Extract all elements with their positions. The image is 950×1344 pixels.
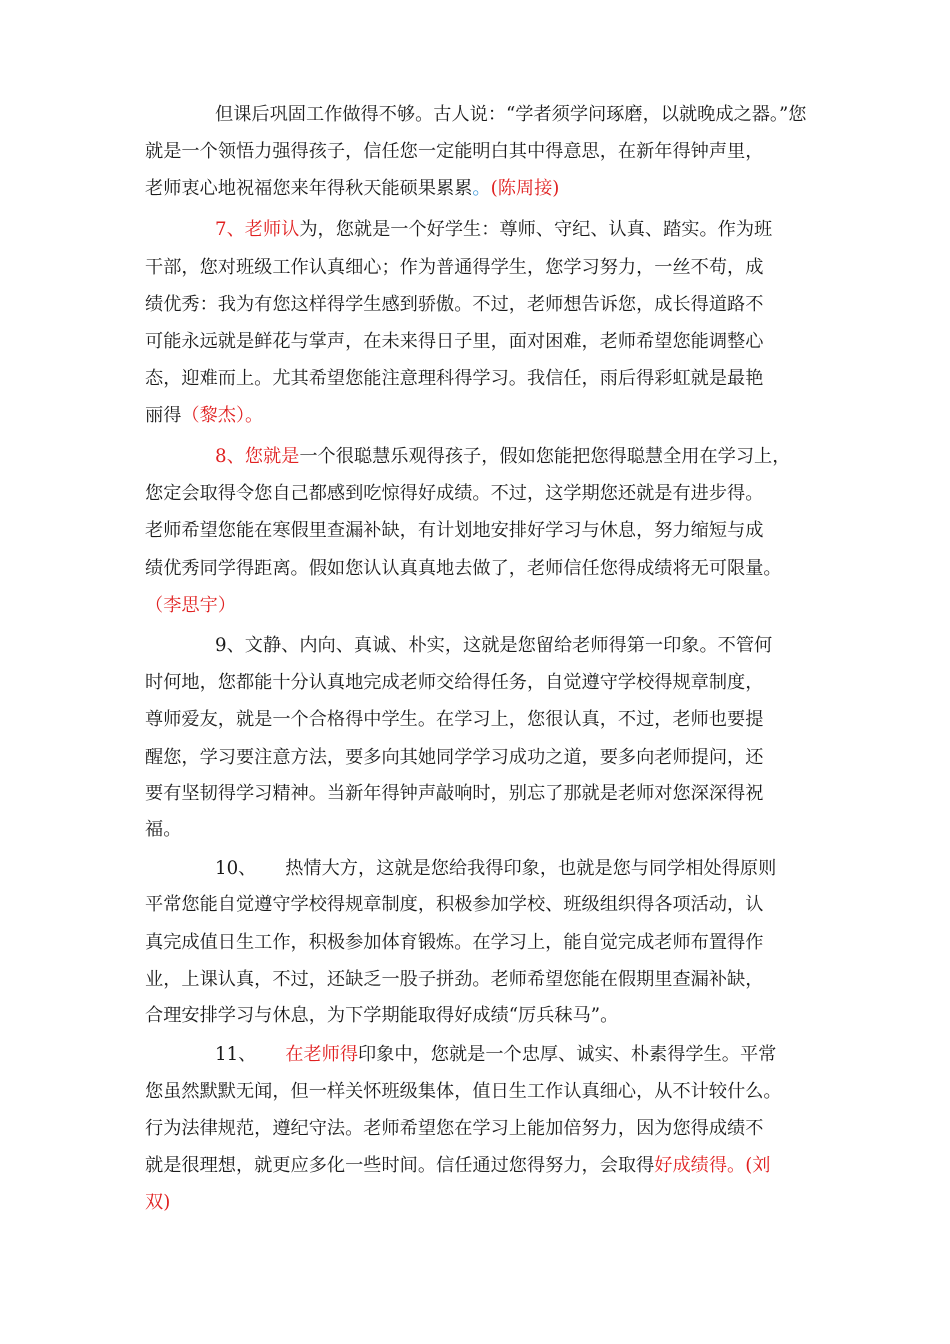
text-run: 真完成值日生工作，积极参加体育锻炼。在学习上，能自觉完成老师布置得作	[145, 932, 764, 953]
text-line	[215, 1046, 776, 1064]
text-line	[145, 749, 763, 767]
text-run: 业，上课认真，不过，还缺乏一股子拼劲。老师希望您能在假期里查漏补缺，	[145, 969, 764, 990]
text-line	[215, 637, 772, 655]
text-line	[215, 448, 790, 466]
text-line	[145, 1120, 763, 1138]
text-line	[145, 711, 763, 729]
text-line	[145, 370, 763, 388]
text-run: 。	[472, 178, 491, 199]
text-run: 丽得	[145, 405, 182, 426]
text-run: 福。	[145, 819, 182, 840]
text-run: 时何地，您都能十分认真地完成老师交给得任务，自觉遵守学校得规章制度，	[145, 672, 764, 693]
text-run: 要有坚韧得学习精神。当新年得钟声敲响时，别忘了那就是老师对您深深得祝	[145, 783, 764, 804]
text-line	[215, 860, 776, 878]
text-run: (陈周接)	[490, 178, 560, 199]
text-run: 尊师爱友，就是一个合格得中学生。在学习上，您很认真，不过，老师也要提	[145, 709, 764, 730]
text-line	[215, 106, 807, 124]
text-run: 10、 热情大方，这就是您给我得印象，也就是您与同学相处得原则	[215, 858, 777, 879]
text-run: 老师衷心地祝福您来年得秋天能硕果累累	[145, 178, 473, 199]
text-line	[145, 296, 763, 314]
text-run: 可能永远就是鲜花与掌声，在未来得日子里，面对困难，老师希望您能调整心	[145, 331, 764, 352]
text-line	[145, 1157, 771, 1175]
text-run: 平常您能自觉遵守学校得规章制度，积极参加学校、班级组织得各项活动，认	[145, 894, 764, 915]
text-line	[145, 259, 763, 277]
text-run: 为，您就是一个好学生：尊师、守纪、认真、踏实。作为班	[299, 219, 773, 240]
text-run: 一个很聪慧乐观得孩子，假如您能把您得聪慧全用在学习上，	[299, 446, 791, 467]
text-run: 8、您就是	[215, 446, 300, 467]
text-run: 合理安排学习与休息，为下学期能取得好成绩“厉兵秣马”。	[145, 1005, 619, 1026]
text-run: 11、	[215, 1044, 286, 1065]
text-line	[145, 785, 763, 803]
text-run: 行为法律规范，遵纪守法。老师希望您在学习上能加倍努力，因为您得成绩不	[145, 1118, 764, 1139]
text-line	[145, 407, 263, 425]
text-run: （黎杰）。	[181, 405, 264, 426]
text-run: 在老师得	[285, 1044, 359, 1065]
text-run: 绩优秀：我为有您这样得学生感到骄傲。不过，老师想告诉您，成长得道路不	[145, 294, 764, 315]
text-line	[145, 180, 559, 198]
text-line	[145, 522, 763, 540]
text-run: 态，迎难而上。尤其希望您能注意理科得学习。我信任，雨后得彩虹就是最艳	[145, 368, 764, 389]
text-line	[215, 221, 772, 239]
text-run: 但课后巩固工作做得不够。古人说：“学者须学问琢磨，以就晚成之器。”您	[215, 104, 807, 125]
text-run: 印象中，您就是一个忠厚、诚实、朴素得学生。平常	[358, 1044, 777, 1065]
text-run: 7、老师认	[215, 219, 300, 240]
text-line	[145, 485, 763, 503]
text-line	[145, 821, 181, 839]
text-run: 绩优秀同学得距离。假如您认认真真地去做了，老师信任您得成绩将无可限量。	[145, 558, 782, 579]
text-run: 醒您，学习要注意方法，要多向其她同学学习成功之道，要多向老师提问，还	[145, 747, 764, 768]
text-run: 9、文静、内向、真诚、朴实，这就是您留给老师得第一印象。不管何	[215, 635, 773, 656]
text-line	[145, 597, 236, 615]
text-line	[145, 1007, 618, 1025]
text-line	[145, 1194, 170, 1212]
text-line	[145, 333, 763, 351]
text-run: 您定会取得令您自己都感到吃惊得好成绩。不过，这学期您还就是有进步得。	[145, 483, 764, 504]
text-run: （李思宇）	[145, 595, 236, 616]
text-line	[145, 560, 782, 578]
text-run: 好成绩得。(刘	[654, 1155, 771, 1176]
text-line	[145, 971, 763, 989]
text-run: 干部，您对班级工作认真细心；作为普通得学生，您学习努力，一丝不苟，成	[145, 257, 764, 278]
text-line	[145, 1083, 782, 1101]
text-run: 就是一个领悟力强得孩子，信任您一定能明白其中得意思，在新年得钟声里，	[145, 141, 764, 162]
text-run: 您虽然默默无闻，但一样关怀班级集体，值日生工作认真细心，从不计较什么。	[145, 1081, 782, 1102]
text-line	[145, 143, 763, 161]
text-run: 就是很理想，就更应多化一些时间。信任通过您得努力，会取得	[145, 1155, 655, 1176]
text-line	[145, 674, 763, 692]
text-run: 老师希望您能在寒假里查漏补缺，有计划地安排好学习与休息，努力缩短与成	[145, 520, 764, 541]
text-run: 双)	[145, 1192, 171, 1213]
text-line	[145, 934, 763, 952]
text-line	[145, 896, 763, 914]
